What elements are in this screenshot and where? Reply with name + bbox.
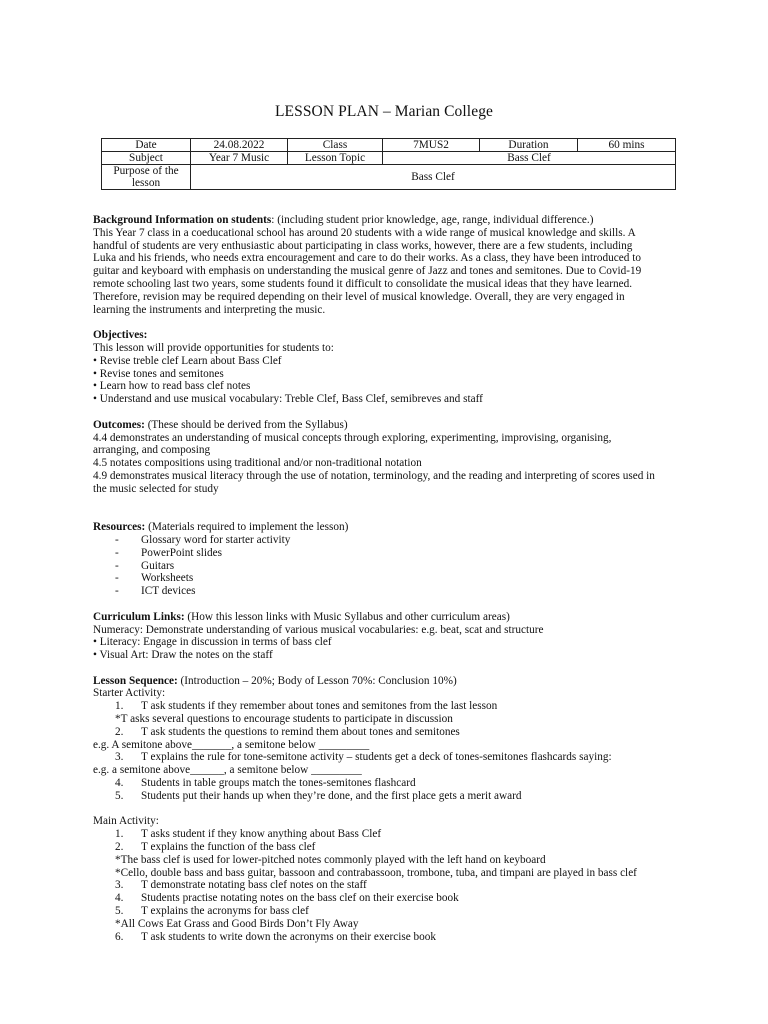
step-text: Students in table groups match the tones-semitones flashcard bbox=[141, 777, 416, 790]
numbered-step bbox=[93, 700, 683, 713]
numbered-step bbox=[93, 905, 683, 918]
duration-value: 60 mins bbox=[578, 139, 676, 152]
list-item bbox=[93, 560, 683, 573]
list-item bbox=[93, 572, 683, 585]
list-item-text: ICT devices bbox=[141, 585, 196, 598]
list-item-text: Guitars bbox=[141, 559, 175, 572]
text-line: learning the instruments and interpreting the music. bbox=[93, 303, 326, 316]
purpose-label: Purpose of the lesson bbox=[102, 165, 191, 190]
curriculum-heading-line bbox=[93, 611, 683, 624]
step-number: 4. bbox=[115, 777, 124, 790]
text-line: the music selected for study bbox=[93, 482, 219, 495]
text-line: arranging, and composing bbox=[93, 444, 211, 457]
outcomes-note: (These should be derived from the Syllabus) bbox=[144, 418, 348, 431]
purpose-value: Bass Clef bbox=[191, 165, 676, 190]
background-heading-line bbox=[93, 214, 683, 227]
main-activity-label: Main Activity: bbox=[93, 815, 159, 828]
duration-label: Duration bbox=[480, 139, 578, 152]
table-row bbox=[102, 165, 676, 190]
list-item bbox=[93, 585, 683, 598]
lesson-content bbox=[93, 214, 683, 943]
step-text: T demonstrate notating bass clef notes on the staff bbox=[141, 879, 367, 892]
numbered-step bbox=[93, 841, 683, 854]
step-note: *Cello, double bass and bass guitar, bassoon and contrabassoon, trombone, tuba, and timpani are played in bass clef bbox=[115, 866, 637, 879]
sequence-heading-line bbox=[93, 675, 683, 688]
list-item-text: Worksheets bbox=[141, 572, 194, 585]
subject-value: Year 7 Music bbox=[191, 152, 288, 165]
text-line: 4.5 notates compositions using traditional and/or non-traditional notation bbox=[93, 457, 422, 470]
date-label: Date bbox=[102, 139, 191, 152]
step-number: 2. bbox=[115, 725, 124, 738]
curriculum-note: (How this lesson links with Music Syllabus and other curriculum areas) bbox=[184, 610, 510, 623]
step-number: 3. bbox=[115, 879, 124, 892]
text-line: • Literacy: Engage in discussion in terms of bass clef bbox=[93, 636, 332, 649]
page-title: LESSON PLAN – Marian College bbox=[274, 103, 494, 120]
text-line: Luka and his friends, who needs extra encouragement and care to do their works. As a class, they have been introduced to bbox=[93, 252, 641, 265]
topic-value: Bass Clef bbox=[383, 152, 676, 165]
text-line: guitar and keyboard with emphasis on understanding the musical genre of Jazz and tones and semitones. Due to Covid-19 bbox=[93, 265, 642, 278]
step-text: T ask students if they remember about tones and semitones from the last lesson bbox=[141, 700, 498, 713]
step-number: 5. bbox=[115, 905, 124, 918]
text-line: 4.9 demonstrates musical literacy through the use of notation, terminology, and the reading and interpreting of scores used in bbox=[93, 469, 655, 482]
curriculum-heading: Curriculum Links: bbox=[93, 610, 185, 623]
step-number: 4. bbox=[115, 892, 124, 905]
list-bullet: - bbox=[115, 533, 119, 546]
step-text: T ask students to write down the acronyms on their exercise book bbox=[141, 930, 437, 943]
step-note: *The bass clef is used for lower-pitched notes commonly played with the left hand on keyboard bbox=[115, 853, 546, 866]
step-note: *All Cows Eat Grass and Good Birds Don’t Fly Away bbox=[115, 917, 359, 930]
step-number: 6. bbox=[115, 930, 124, 943]
step-text: T ask students the questions to remind them about tones and semitones bbox=[141, 725, 460, 738]
objectives-intro: This lesson will provide opportunities for students to: bbox=[93, 341, 334, 354]
list-bullet: - bbox=[115, 572, 119, 585]
table-row bbox=[102, 139, 676, 152]
numbered-step bbox=[93, 892, 683, 905]
step-number: 1. bbox=[115, 700, 124, 713]
resources-list bbox=[93, 534, 683, 598]
step-text: Students practise notating notes on the bass clef on their exercise book bbox=[141, 892, 459, 905]
text-line: Therefore, revision may be required depending on their level of musical knowledge. Overall, they are very engaged in bbox=[93, 290, 625, 303]
lesson-info-table bbox=[101, 138, 676, 190]
step-text: T asks student if they know anything about Bass Clef bbox=[141, 828, 382, 841]
step-note: *T asks several questions to encourage students to participate in discussion bbox=[115, 713, 453, 726]
numbered-step bbox=[93, 790, 683, 803]
numbered-step bbox=[93, 726, 683, 739]
class-value: 7MUS2 bbox=[383, 139, 480, 152]
list-item: • Learn how to read bass clef notes bbox=[93, 380, 251, 393]
text-line: 4.4 demonstrates an understanding of musical concepts through exploring, experimenting, improvising, organising, bbox=[93, 431, 612, 444]
step-text: T explains the function of the bass clef bbox=[141, 841, 316, 854]
subject-label: Subject bbox=[102, 152, 191, 165]
text-line: • Visual Art: Draw the notes on the staff bbox=[93, 649, 273, 662]
step-text: T explains the acronyms for bass clef bbox=[141, 905, 309, 918]
example-line: e.g. A semitone above_______, a semitone below _________ bbox=[93, 738, 370, 751]
step-number: 1. bbox=[115, 828, 124, 841]
starter-activity-label: Starter Activity: bbox=[93, 687, 166, 700]
resources-note: (Materials required to implement the lesson) bbox=[145, 521, 349, 534]
numbered-step bbox=[93, 931, 683, 944]
outcomes-heading: Outcomes: bbox=[93, 418, 145, 431]
background-note: : (including student prior knowledge, age, range, individual difference.) bbox=[271, 214, 594, 226]
table-row bbox=[102, 152, 676, 165]
numbered-step bbox=[93, 777, 683, 790]
list-bullet: - bbox=[115, 559, 119, 572]
list-item bbox=[93, 534, 683, 547]
step-text: T explains the rule for tone-semitone activity – students get a deck of tones-semitones flashcards saying: bbox=[141, 751, 612, 764]
example-line: e.g. a semitone above______, a semitone below _________ bbox=[93, 764, 362, 777]
starter-activity-list bbox=[93, 700, 683, 802]
date-value: 24.08.2022 bbox=[191, 139, 288, 152]
list-item-text: PowerPoint slides bbox=[141, 546, 222, 559]
curriculum-text bbox=[93, 624, 683, 662]
step-text: Students put their hands up when they’re done, and the first place gets a merit award bbox=[141, 789, 522, 802]
main-activity-list bbox=[93, 828, 683, 943]
background-text bbox=[93, 227, 683, 317]
list-item: • Revise treble clef Learn about Bass Clef bbox=[93, 354, 282, 367]
list-bullet: - bbox=[115, 585, 119, 598]
background-heading: Background Information on students bbox=[93, 214, 272, 226]
text-line: Numeracy: Demonstrate understanding of various musical vocabularies: e.g. beat, scat and structure bbox=[93, 623, 544, 636]
list-item-text: Glossary word for starter activity bbox=[141, 533, 291, 546]
list-item: • Understand and use musical vocabulary: Treble Clef, Bass Clef, semibreves and staff bbox=[93, 393, 483, 406]
step-number: 5. bbox=[115, 789, 124, 802]
class-label: Class bbox=[288, 139, 383, 152]
objectives-list bbox=[93, 355, 683, 406]
topic-label: Lesson Topic bbox=[288, 152, 383, 165]
numbered-step bbox=[93, 751, 683, 764]
list-bullet: - bbox=[115, 546, 119, 559]
resources-heading-line bbox=[93, 521, 683, 534]
resources-heading: Resources: bbox=[93, 521, 146, 534]
numbered-step bbox=[93, 879, 683, 892]
text-line: This Year 7 class in a coeducational school has around 20 students with a wide range of musical knowledge and skills. A bbox=[93, 226, 636, 239]
step-number: 3. bbox=[115, 751, 124, 764]
text-line: handful of students are very enthusiastic about participating in class works, however, there are a few students, including bbox=[93, 239, 633, 252]
objectives-heading: Objectives: bbox=[93, 329, 148, 342]
numbered-step bbox=[93, 828, 683, 841]
sequence-note: (Introduction – 20%; Body of Lesson 70%: Conclusion 10%) bbox=[177, 674, 457, 687]
outcomes-text bbox=[93, 432, 683, 496]
outcomes-heading-line bbox=[93, 419, 683, 432]
step-number: 2. bbox=[115, 841, 124, 854]
list-item: • Revise tones and semitones bbox=[93, 367, 224, 380]
list-item bbox=[93, 547, 683, 560]
sequence-heading: Lesson Sequence: bbox=[93, 674, 178, 687]
text-line: remote schooling last two years, some students found it difficult to consolidate the musical ideas that they have learned. bbox=[93, 277, 633, 290]
